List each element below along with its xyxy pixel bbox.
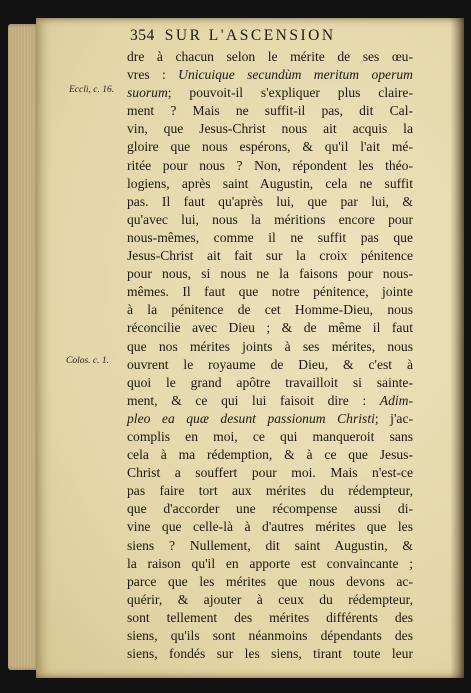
text-line: cela à ma rédemption, & à ce que Jesus- bbox=[127, 447, 413, 463]
text-line: complis en moi, ce qui manqueroit sans bbox=[127, 428, 413, 444]
text-line: à la pénitence de cet Homme-Dieu, nous bbox=[127, 302, 413, 318]
latin-quote: Adim- bbox=[379, 392, 413, 408]
text-line: Jesus-Christ ait fait sur la croix pénitence bbox=[127, 248, 413, 264]
text-line: qu'avec lui, nous la méritions encore pour bbox=[127, 211, 413, 227]
text-line: ment ? Mais ne suffit-il pas, dit Cal- bbox=[127, 103, 413, 119]
page-header bbox=[130, 27, 336, 45]
text-segment: ; j'ac- bbox=[374, 410, 414, 426]
text-line: ouvrent le royaume de Dieu, & c'est à bbox=[127, 356, 413, 372]
text-line bbox=[127, 410, 413, 428]
body-text bbox=[127, 48, 413, 663]
text-line: quoi le grand apôtre travailloit si sainte- bbox=[127, 374, 413, 390]
text-line: dre à chacun selon le mérite de ses œu- bbox=[127, 49, 413, 64]
text-line: pour nous, si nous ne la faisons pour nous- bbox=[127, 266, 413, 282]
text-line: pas faire tort aux mérites du rédempteur, bbox=[127, 483, 413, 499]
text-line: siens ? Nullement, dit saint Augustin, & bbox=[127, 537, 413, 553]
text-line: gloire que nous espérons, & qu'il l'ait mé- bbox=[127, 139, 413, 155]
text-line: logiens, après saint Augustin, cela ne suffit bbox=[127, 175, 413, 191]
text-line: ritée pour nous ? Non, répondent les théo- bbox=[127, 157, 413, 173]
text-line: que d'accorder une récompense aussi di- bbox=[127, 501, 413, 517]
text-line: quérir, & ajouter à ceux du rédempteur, bbox=[127, 591, 413, 607]
text-line: parce que les mérites que nous devons ac- bbox=[127, 573, 413, 589]
text-segment: ; pouvoit-il s'expliquer plus claire- bbox=[167, 85, 413, 101]
latin-quote: Unicuique secundùm meritum operum bbox=[178, 67, 413, 83]
text-line: vine que celle-là à d'autres mérites que les bbox=[127, 519, 413, 535]
text-line: réconcilie avec Dieu ; & de même il faut bbox=[127, 320, 413, 336]
text-line: nous-mêmes, comme il ne suffit pas que bbox=[127, 229, 413, 245]
text-line: sont tellement des mérites différents des bbox=[127, 609, 413, 625]
text-line: mêmes. Il faut que notre pénitence, jointe bbox=[127, 284, 413, 300]
text-line: siens, qu'ils sont néanmoins dépendants des bbox=[127, 628, 413, 643]
page-number: 354 bbox=[130, 27, 155, 44]
text-line: vin, que Jesus-Christ nous ait acquis la bbox=[127, 121, 413, 137]
latin-quote: pleo ea quæ desunt passionum Christi bbox=[127, 410, 375, 426]
text-segment: ment, & ce qui lui faisoit dire : bbox=[127, 392, 380, 408]
margin-note-colos: Colos. c. 1. bbox=[66, 356, 110, 366]
text-line bbox=[127, 66, 413, 84]
running-title: SUR L'ASCENSION bbox=[164, 27, 336, 44]
text-line: pas. Il faut qu'après lui, que par lui, & bbox=[127, 193, 413, 209]
text-line: Christ a souffert pour moi. Mais n'est-ce bbox=[127, 465, 413, 481]
text-line bbox=[127, 392, 413, 410]
text-line: siens, fondés sur les siens, tirant toute leur bbox=[127, 646, 413, 662]
margin-note-eccli: Eccli, c. 16. bbox=[69, 85, 115, 95]
gutter-shadow bbox=[450, 18, 464, 678]
text-line bbox=[127, 84, 413, 102]
text-line: la raison qu'il en apporte est convaincante ; bbox=[127, 555, 413, 571]
latin-quote: suorum bbox=[127, 85, 168, 101]
text-segment: vres : bbox=[127, 67, 179, 83]
text-line: que nos mérites joints à ses mérites, nous bbox=[127, 338, 413, 354]
